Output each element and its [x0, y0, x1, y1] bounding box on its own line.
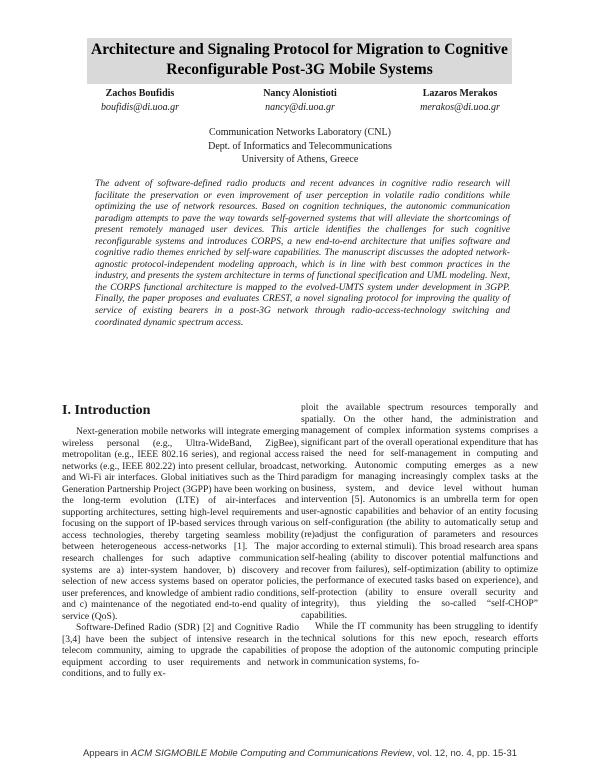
author-email: boufidis@di.uoa.gr — [100, 102, 180, 113]
body-paragraph: Software-Defined Radio (SDR) [2] and Cognitive Radio [3,4] have been the subject of intensive research in the telecom community, aiming to upgrade the capabilities of equipment according to user requirements and network conditions, and to fully ex- — [62, 622, 299, 680]
affiliation-line: Communication Networks Laboratory (CNL) — [209, 127, 391, 138]
footer-suffix: , vol. 12, no. 4, pp. 15-31 — [411, 748, 518, 759]
affiliation-line: University of Athens, Greece — [241, 154, 359, 165]
body-paragraph: ploit the available spectrum resources temporally and spatially. On the other hand, the administration and management of complex information systems comprises a significant part of the overall operational expenditure that has raised the need for self-management in computing and networking. Autonomic computing emerges as a new paradigm for managing increasingly complex tasks at the business, system, and device level without human intervention [5]. Autonomics is an umbrella term for open user-agnostic capabilities and behavior of an entity focusing on self-configuration (the ability to automatically setup and (re)adjust the configuration of parameters and resources according to external stimuli). This broad research area spans self-healing (ability to discover potential malfunctions and recover from failures), self-optimization (ability to optimize the performance of executed tasks based on experience), and self-protection (ability to ensure overall security and integrity), thus yielding the so-called “self-CHOP” capabilities. — [301, 402, 538, 621]
author-block — [215, 87, 385, 115]
section-heading: I. Introduction — [62, 403, 151, 418]
footer-prefix: Appears in — [82, 748, 132, 759]
author-email: nancy@di.uoa.gr — [265, 102, 335, 113]
body-paragraph: While the IT community has been struggling to identify technical solutions for this new epoch, research efforts propose the adoption of the autonomic computing principle in communication systems, fo- — [301, 621, 538, 668]
author-name: Zachos Boufidis — [105, 88, 175, 99]
affiliation — [150, 126, 450, 167]
author-block — [375, 87, 545, 115]
author-block — [55, 87, 225, 115]
author-name: Nancy Alonistioti — [263, 88, 337, 99]
footer-venue: ACM SIGMOBILE Mobile Computing and Communications Review — [131, 748, 412, 759]
abstract: The advent of software-defined radio products and recent advances in cognitive radio research will facilitate the preservation or even improvement of user perception in volatile radio conditions while optimizing the use of network resources. Based on cognition techniques, the autonomic communication paradigm attempts to pave the way towards self-governed systems that will alleviate the shortcomings of present remotely managed user devices. This article identifies the challenges for such cognitive reconfigurable systems and introduces CORPS, a new end-to-end architecture that unifies software and cognitive radio themes enriched by self-ware capabilities. The manuscript discusses the adopted network-agnostic protocol-independent modeling approach, which is in line with best common practices in the industry, and presents the system architecture in terms of functional specification and UML modeling. Next, the CORPS functional architecture is mapped to the evolved-UMTS system under development in 3GPP. Finally, the paper proposes and evaluates CREST, a novel signaling protocol for improving the quality of service of existing bearers in a post-3G network through radio-access-technology switching and coordinated dynamic spectrum access. — [95, 178, 510, 328]
paper-title: Architecture and Signaling Protocol for Migration to Cognitive Reconfigurable Post-3G Mobile Systems — [91, 41, 508, 78]
left-column — [62, 402, 299, 680]
author-name: Lazaros Merakos — [422, 88, 498, 99]
right-column — [301, 402, 538, 668]
author-email: merakos@di.uoa.gr — [420, 102, 500, 113]
body-paragraph: Next-generation mobile networks will integrate emerging wireless personal (e.g., Ultra-WideBand, ZigBee), metropolitan (e.g., IEEE 802.16 series), and regional access networks (e.g., IEEE 802.22) into present cellular, broadcast, and Wi-Fi air interfaces. Global initiatives such as the Third Generation Partnership Project (3GPP) have been working on the long-term evolution (LTE) of air-interfaces and supporting architectures, setting high-level requirements and focusing on the support of IP-based services through various access technologies, thereby targeting seamless mobility between heterogeneous access-networks [1]. The major research challenges for such adaptive communication systems are a) inter-system handover, b) discovery and selection of new access systems based on operator policies, user preferences, and knowledge of ambient radio conditions, and c) maintenance of the negotiated end-to-end quality of service (QoS). — [62, 426, 299, 622]
affiliation-line: Dept. of Informatics and Telecommunications — [208, 140, 392, 152]
publication-footer — [62, 748, 538, 760]
